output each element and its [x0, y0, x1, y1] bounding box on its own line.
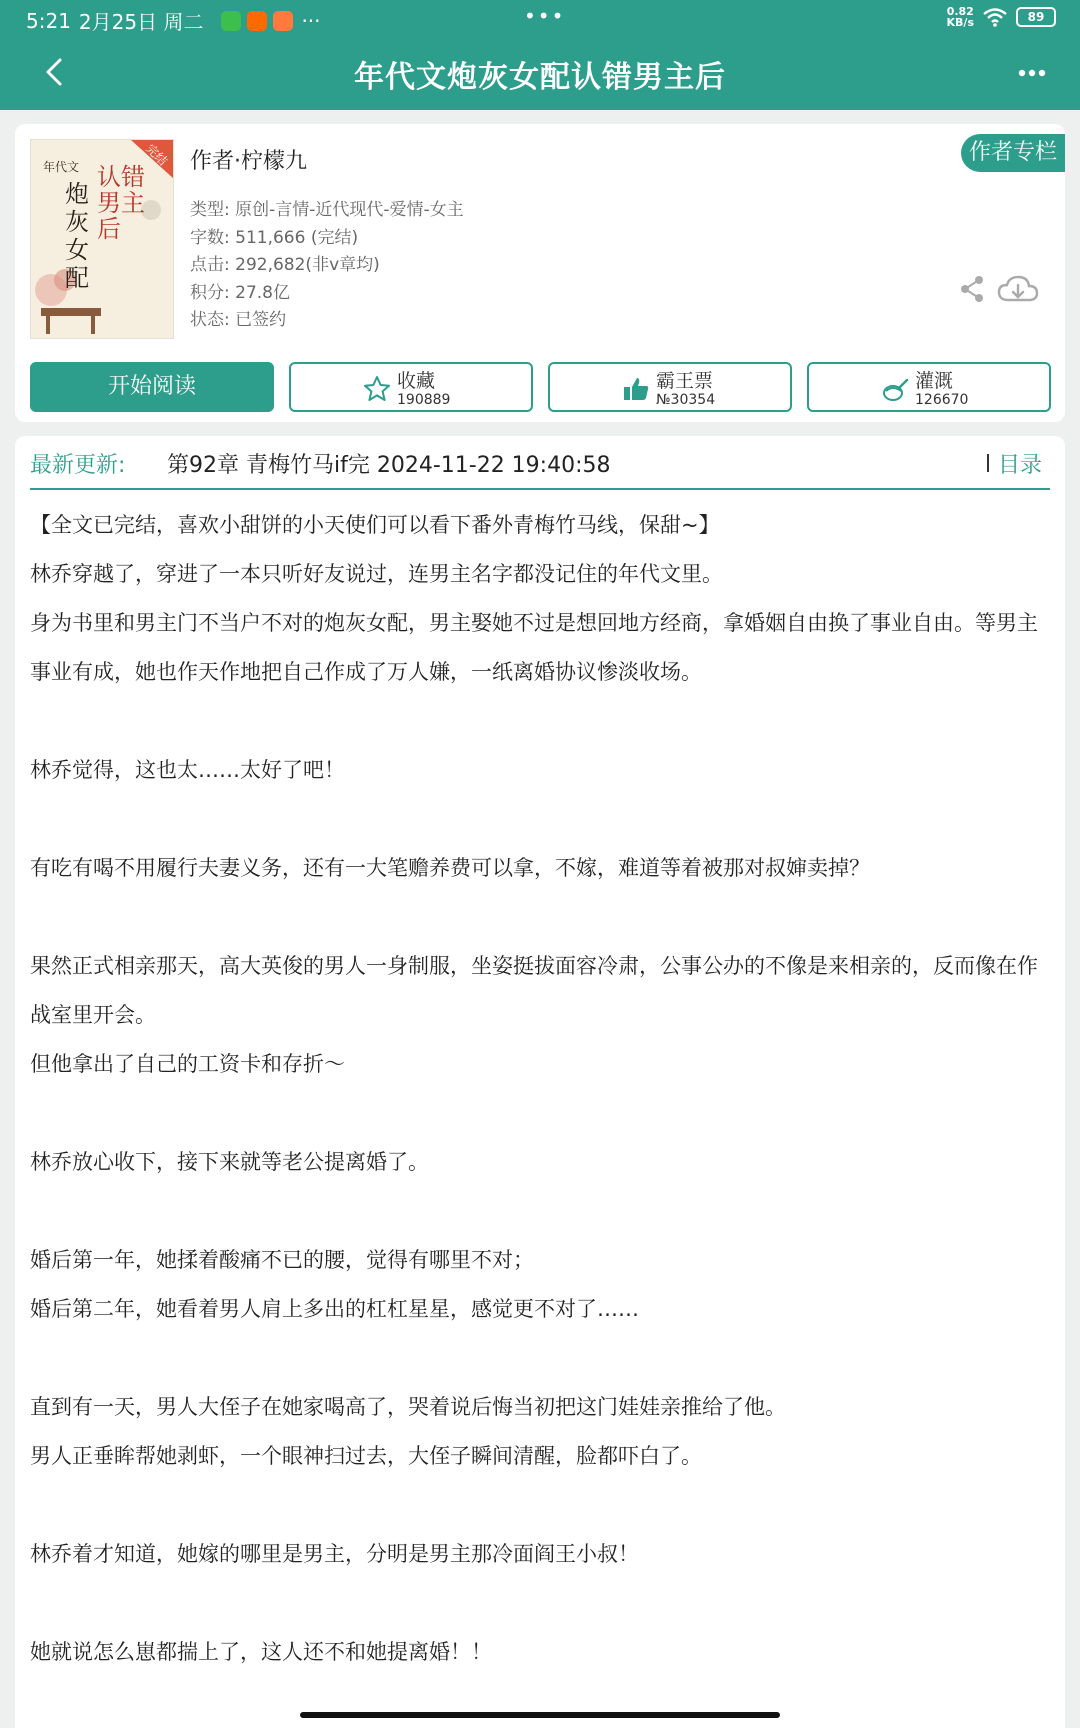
latest-update-label: 最新更新: — [30, 453, 126, 478]
thumbs-up-icon — [622, 375, 650, 403]
intro-paragraph: 婚后第一年，她揉着酸痛不已的腰，觉得有哪里不对； — [30, 1248, 534, 1272]
intro-paragraph: 林乔着才知道，她嫁的哪里是男主，分明是男主那冷面阎王小叔！ — [30, 1542, 639, 1566]
favorite-label: 收藏 — [397, 370, 436, 392]
intro-paragraph — [30, 1334, 1050, 1383]
intro-paragraph: 婚后第二年，她看着男人肩上多出的杠杠星星，感觉更不对了…… — [30, 1297, 639, 1321]
wifi-icon — [982, 7, 1008, 27]
app-notification-icon — [273, 11, 293, 31]
net-speed-unit: KB/s — [946, 16, 974, 29]
intro-paragraph: 直到有一天，男人大侄子在她家喝高了，哭着说后悔当初把这门娃娃亲推给了他。 — [30, 1395, 786, 1419]
watering-can-icon — [881, 375, 909, 403]
intro-paragraph: 但他拿出了自己的工资卡和存折～ — [30, 1052, 345, 1076]
favorite-count: 190889 — [397, 392, 451, 408]
intro-paragraph: 男人正垂眸帮她剥虾，一个眼神扫过去，大侄子瞬间清醒，脸都吓白了。 — [30, 1444, 702, 1468]
book-clicks: 点击: 292,682(非v章均) — [190, 255, 380, 275]
download-notification-icon — [221, 11, 241, 31]
book-type: 类型: 原创-言情-近代现代-爱情-女主 — [190, 200, 464, 220]
start-reading-button[interactable]: 开始阅读 — [30, 362, 274, 412]
status-date: 2月25日 周二 — [78, 10, 204, 34]
book-points: 积分: 27.8亿 — [190, 282, 290, 303]
intro-paragraph: 【全文已完结，喜欢小甜饼的小天使们可以看下番外青梅竹马线，保甜~】 — [30, 513, 720, 537]
water-button[interactable] — [807, 362, 1051, 412]
status-time: 5:21 — [26, 8, 71, 33]
mi-notification-icon — [247, 11, 267, 31]
overlord-label: 霸王票 — [656, 370, 714, 392]
intro-paragraph: 林乔觉得，这也太……太好了吧！ — [30, 758, 345, 782]
download-cloud-icon[interactable] — [996, 272, 1040, 308]
intro-paragraph — [30, 1579, 1050, 1628]
book-actions — [30, 362, 1050, 412]
cover-title-line-3: 认错男主后 — [97, 163, 145, 243]
share-icon[interactable] — [957, 274, 987, 304]
star-icon — [363, 375, 391, 403]
intro-paragraph — [30, 795, 1050, 844]
book-info-card — [15, 124, 1065, 422]
book-intro — [30, 501, 1050, 1677]
status-overflow: ··· — [301, 8, 321, 33]
cover-title-line-1: 年代文 — [43, 160, 80, 174]
overlord-ticket-button[interactable] — [548, 362, 792, 412]
book-author[interactable]: 作者·柠檬九 — [190, 149, 307, 174]
status-center-dots: ••• — [524, 4, 566, 28]
more-options-icon[interactable] — [1012, 58, 1052, 88]
book-cover[interactable] — [30, 139, 174, 339]
intro-paragraph — [30, 1187, 1050, 1236]
book-word-count: 字数: 511,666 (完结) — [190, 227, 359, 248]
intro-card — [15, 436, 1065, 1728]
cover-title-line-2: 炮灰女配 — [65, 180, 89, 292]
latest-update-text[interactable]: 第92章 青梅竹马if完 2024-11-22 19:40:58 — [167, 453, 611, 478]
intro-paragraph — [30, 697, 1050, 746]
nav-row — [0, 38, 1080, 108]
status-right — [947, 6, 1056, 28]
intro-paragraph: 身为书里和男主门不当户不对的炮灰女配，男主娶她不过是想回地方经商，拿婚姻自由换了事业自由。等男主事业有成，她也作天作地把自己作成了万人嫌，一纸离婚协议惨淡收场。 — [30, 611, 1038, 684]
intro-paragraph — [30, 893, 1050, 942]
favorite-button[interactable] — [289, 362, 533, 412]
intro-paragraph: 林乔放心收下，接下来就等老公提离婚了。 — [30, 1150, 429, 1174]
notification-icons — [221, 11, 293, 31]
water-count: 126670 — [915, 392, 969, 408]
intro-paragraph: 有吃有喝不用履行夫妻义务，还有一大笔赡养费可以拿，不嫁，难道等着被那对叔婶卖掉？ — [30, 856, 870, 880]
water-label: 灌溉 — [915, 370, 954, 392]
table-of-contents-link[interactable]: 目录 — [997, 453, 1042, 478]
status-left — [26, 6, 321, 35]
home-indicator[interactable] — [300, 1712, 780, 1718]
update-divider — [987, 454, 989, 472]
intro-paragraph — [30, 1481, 1050, 1530]
author-column-button[interactable]: 作者专栏 — [961, 134, 1065, 172]
overlord-rank: №30354 — [656, 392, 716, 408]
intro-paragraph — [30, 1089, 1050, 1138]
latest-update-row[interactable] — [30, 436, 1050, 490]
page-title: 年代文炮灰女配认错男主后 — [354, 60, 726, 95]
book-meta — [190, 144, 790, 335]
net-speed — [947, 6, 974, 28]
book-status: 状态: 已签约 — [190, 310, 287, 330]
cover-badge: 完结 — [143, 141, 171, 169]
intro-paragraph: 林乔穿越了，穿进了一本只听好友说过，连男主名字都没记住的年代文里。 — [30, 562, 723, 586]
net-speed-value: 0.82 — [946, 5, 974, 18]
top-header — [0, 0, 1080, 110]
battery-indicator: 89 — [1016, 7, 1056, 27]
intro-paragraph: 她就说怎么崽都揣上了，这人还不和她提离婚！！ — [30, 1640, 492, 1664]
status-bar — [0, 0, 1080, 38]
intro-paragraph: 果然正式相亲那天，高大英俊的男人一身制服，坐姿挺拔面容冷肃，公事公办的不像是来相亲的，反而像在作战室里开会。 — [30, 954, 1038, 1027]
